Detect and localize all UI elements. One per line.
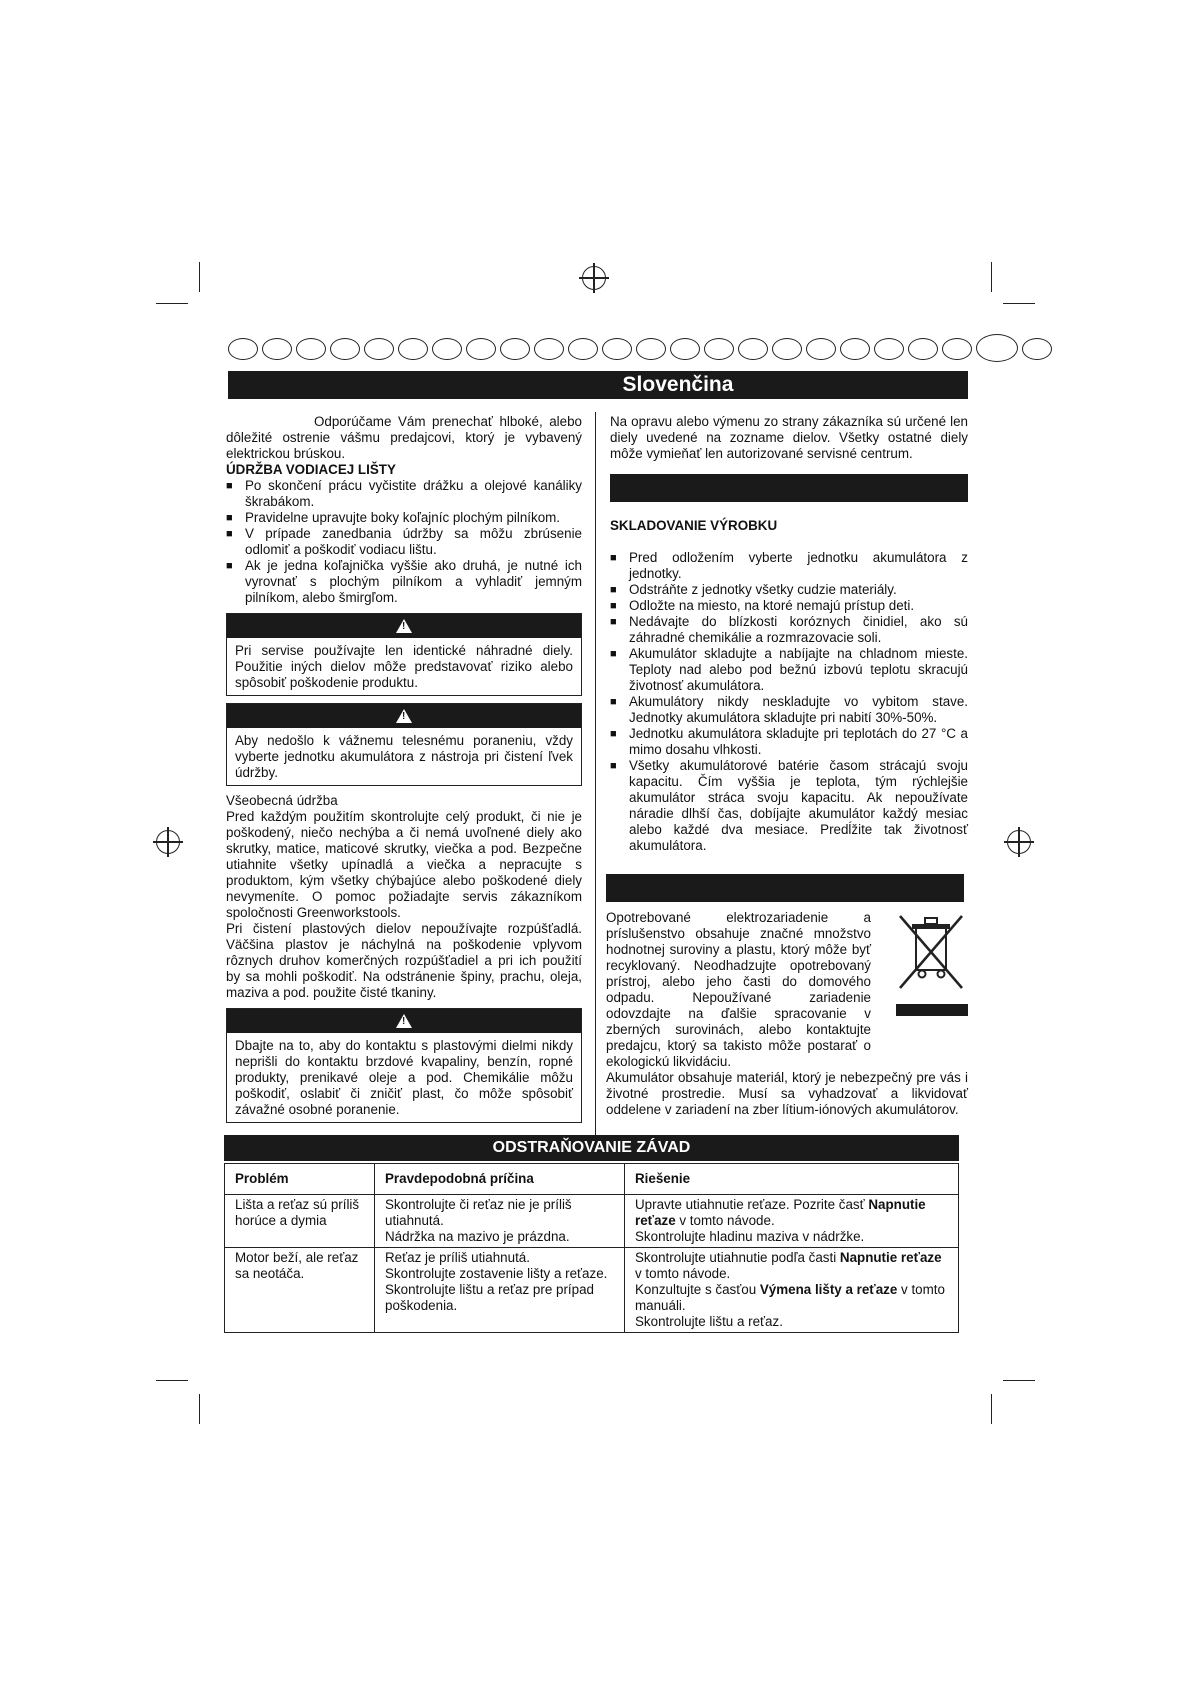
crop-mark <box>156 303 188 304</box>
cause-line: Nádržka na mazivo je prázdna. <box>385 1229 570 1244</box>
solution-text: Konzultujte s časťou <box>635 1282 760 1297</box>
warning-icon: ! <box>396 619 412 633</box>
solution-line: Skontrolujte hladinu maziva v nádržke. <box>635 1229 865 1244</box>
cause-line: Skontrolujte či reťaz nie je príliš utiahnutá. <box>385 1197 572 1228</box>
warning-text: Aby nedošlo k vážnemu telesnému poraneniu, vždy vyberte jednotku akumulátora z nástroja pri čistení ľvek údržby. <box>235 733 573 780</box>
language-tab-oval <box>330 338 360 360</box>
list-item: ■ V prípade zanedbania údržby sa môžu zbrúsenie odlomiť a poškodiť vodiacu lištu. <box>226 526 582 558</box>
list-item: ■ Akumulátor skladujte a nabíjajte na chladnom mieste. Teploty nad alebo pod bežnú izbovú teplotu skracujú životnosť akumulátora. <box>610 646 968 694</box>
cause-line: Skontrolujte lištu a reťaz pre prípad poškodenia. <box>385 1282 594 1313</box>
language-tab-oval <box>840 338 870 360</box>
solution-line <box>635 1282 948 1314</box>
crop-mark <box>199 1394 200 1424</box>
language-tab-oval <box>636 338 666 360</box>
language-tab-oval <box>296 338 326 360</box>
table-row <box>225 1195 959 1248</box>
cause-line: Skontrolujte zostavenie lišty a reťaze. <box>385 1266 608 1281</box>
list-item: ■ Všetky akumulátorové batérie časom strácajú svoju kapacitu. Čím vyššia je teplota, tým rýchlejšie akumulátor stráca svoju kapacitu. Ak nepoužívate náradie dlhší čas, dobíjajte akumulátor každý mesiac alebo každé dva mesiace. Predĺžite tak životnosť akumulátora. <box>610 758 968 854</box>
column-divider <box>595 412 596 1136</box>
intro-paragraph: Odporúčame Vám prenechať hlboké, alebo dôležité ostrenie vášmu predajcovi, ktorý je vybavený elektrickou brúskou. <box>226 414 582 461</box>
crop-mark <box>1003 303 1035 304</box>
repair-paragraph: Na opravu alebo výmenu zo strany zákazníka sú určené len diely uvedené na zozname dielov. Všetky ostatné diely môže vymieňať len autorizované servisné centrum. <box>610 414 968 461</box>
language-tab-oval <box>432 338 462 360</box>
column-header: Pravdepodobná príčina <box>375 1164 625 1195</box>
solution-ref: Napnutie reťaze <box>839 1250 942 1265</box>
storage-list <box>610 550 968 854</box>
list-item: ■ Odložte na miesto, na ktoré nemajú prístup deti. <box>610 598 968 614</box>
solution-text: v tomto manuáli. <box>635 1282 945 1313</box>
weee-bin-icon <box>892 910 968 1020</box>
language-tab-oval <box>262 338 292 360</box>
solution-cell <box>625 1195 959 1248</box>
warning-header <box>227 614 581 638</box>
language-tab-oval <box>228 338 258 360</box>
warning-box <box>226 613 582 696</box>
registration-mark-icon <box>1007 830 1031 854</box>
language-banner <box>228 371 968 399</box>
list-item: ■ Po skončení prácu vyčistite drážku a olejové kanáliky škrabákom. <box>226 478 582 510</box>
left-column <box>226 414 582 1130</box>
recycle-paragraph: Opotrebované elektrozariadenie a príslušenstvo obsahuje značné množstvo hodnotnej suroviny a plastu, ktorý môže byť recyklovaný. Neodhadzujte opotrebovaný prístroj, alebo jeho časti do domového odpadu. Nepoužívané zariadenie odovzdajte na ďalšie spracovanie v zberných surovinách, alebo kontaktujte predajcu, ktorý sa takisto môže postarať o ekologickú likvidáciu. <box>606 910 871 1069</box>
list-item: ■ Ak je jedna koľajnička vyššie ako druhá, je nutné ich vyrovnať s plochým pilníkom a vyhladiť jemným pilníkom, alebo šmirgľom. <box>226 558 582 606</box>
language-tab-oval <box>670 338 700 360</box>
troubleshooting-title: ODSTRAŇOVANIE ZÁVAD <box>224 1135 959 1161</box>
table-row <box>225 1248 959 1333</box>
language-tab-oval <box>398 338 428 360</box>
crop-mark <box>991 1394 992 1424</box>
registration-mark-icon <box>582 266 606 290</box>
language-tab-oval <box>738 338 768 360</box>
solution-text: Upravte utiahnutie reťaze. Pozrite časť <box>635 1197 869 1212</box>
column-header: Problém <box>225 1164 375 1195</box>
warning-icon: ! <box>396 709 412 723</box>
solution-text: Skontrolujte utiahnutie podľa časti <box>635 1250 840 1265</box>
general-heading: Všeobecná údržba <box>226 793 338 808</box>
warning-header <box>227 704 581 728</box>
storage-heading: SKLADOVANIE VÝROBKU <box>610 518 778 533</box>
right-column <box>606 414 968 1118</box>
table-header-row <box>225 1164 959 1195</box>
section-bar <box>610 474 968 502</box>
solution-text: v tomto návode. <box>675 1213 775 1228</box>
warning-text: Dbajte na to, aby do kontaktu s plastovými dielmi nikdy neprišli do kontaktu brzdové kvapaliny, benzín, ropné produkty, prenikavé oleje a pod. Chemikálie môžu poškodiť, oslabiť či zničiť plast, čo môže spôsobiť závažné osobné poranenie. <box>235 1038 573 1117</box>
language-tab-oval <box>500 338 530 360</box>
troubleshooting-table <box>224 1163 959 1333</box>
solution-cell <box>625 1248 959 1333</box>
column-header: Riešenie <box>625 1164 959 1195</box>
language-tab-oval <box>976 334 1018 362</box>
language-tab-oval <box>1022 338 1052 360</box>
battery-paragraph: Akumulátor obsahuje materiál, ktorý je nebezpečný pre vás i životné prostredie. Musí sa vyhadzovať a likvidovať oddelene v zariadení na zber lítium-iónových akumulátorov. <box>606 1070 968 1117</box>
list-item: ■ Pred odložením vyberte jednotku akumulátora z jednotky. <box>610 550 968 582</box>
problem-cell: Motor beží, ale reťaz sa neotáča. <box>225 1248 375 1333</box>
solution-ref: Výmena lišty a reťaze <box>759 1282 898 1297</box>
warning-icon: ! <box>396 1014 412 1028</box>
crop-mark <box>991 262 992 292</box>
solution-line: Skontrolujte lištu a reťaz. <box>635 1314 783 1329</box>
language-tab-oval <box>466 338 496 360</box>
solution-ref: Napnutie reťaze <box>635 1197 926 1228</box>
cause-line: Reťaz je príliš utiahnutá. <box>385 1250 530 1265</box>
list-item: ■ Jednotku akumulátora skladujte pri teplotách do 27 °C a mimo dosahu vlhkosti. <box>610 726 968 758</box>
language-tab-oval <box>942 338 972 360</box>
language-tab-oval <box>568 338 598 360</box>
language-tab-oval <box>772 338 802 360</box>
guide-list <box>226 478 582 606</box>
language-tab-oval <box>602 338 632 360</box>
crop-mark <box>156 1380 188 1381</box>
language-tab-oval <box>704 338 734 360</box>
general-paragraph: Pri čistení plastových dielov nepoužívajte rozpúšťadlá. Väčšina plastov je náchylná na poškodenie vplyvom rôznych druhov komerčných rozpúšťadiel a pri ich použití by sa mohli poškodiť. Na odstránenie špiny, prachu, oleja, maziva a pod. použite čisté tkaniny. <box>226 921 582 1000</box>
list-item: ■ Pravidelne upravujte boky koľajníc plochým pilníkom. <box>226 510 582 526</box>
warning-header <box>227 1009 581 1033</box>
list-item: ■ Nedávajte do blízkosti koróznych činidiel, ako sú záhradné chemikálie a rozmrazovacie soli. <box>610 614 968 646</box>
cause-cell <box>375 1248 625 1333</box>
general-paragraph: Pred každým použitím skontrolujte celý produkt, či nie je poškodený, niečo nechýba a či nemá uvoľnené diely ako skrutky, matice, maticové skrutky, viečka a pod. Bezpečne utiahnite všetky upínadlá a viečka a nepracujte s produktom, kým všetky chýbajúce alebo poškodené diely nevymeníte. O pomoc požiadajte servis zákazníkom spoločnosti Greenworkstools. <box>226 809 582 920</box>
registration-mark-icon <box>156 830 180 854</box>
language-tabs <box>228 338 968 362</box>
section-bar <box>606 874 964 902</box>
language-tab-oval <box>806 338 836 360</box>
page-title: Slovenčina <box>622 373 734 396</box>
recycle-section <box>606 910 968 1118</box>
problem-cell: Lišta a reťaz sú príliš horúce a dymia <box>225 1195 375 1248</box>
language-tab-oval <box>908 338 938 360</box>
solution-text: v tomto návode. <box>635 1266 731 1281</box>
warning-box <box>226 1008 582 1123</box>
language-tab-oval <box>534 338 564 360</box>
crop-mark <box>1003 1380 1035 1381</box>
language-tab-oval <box>364 338 394 360</box>
crop-mark <box>199 262 200 292</box>
guide-heading: ÚDRŽBA VODIACEJ LIŠTY <box>226 462 396 477</box>
solution-line <box>635 1250 948 1282</box>
warning-text: Pri servise používajte len identické náhradné diely. Použitie iných dielov môže predstavovať riziko alebo spôsobiť poškodenie produktu. <box>235 643 573 690</box>
list-item: ■ Akumulátory nikdy neskladujte vo vybitom stave. Jednotky akumulátora skladujte pri nabití 30%-50%. <box>610 694 968 726</box>
warning-box <box>226 703 582 786</box>
language-tab-oval <box>874 338 904 360</box>
solution-line <box>635 1197 948 1229</box>
list-item: ■ Odstráňte z jednotky všetky cudzie materiály. <box>610 582 968 598</box>
cause-cell <box>375 1195 625 1248</box>
